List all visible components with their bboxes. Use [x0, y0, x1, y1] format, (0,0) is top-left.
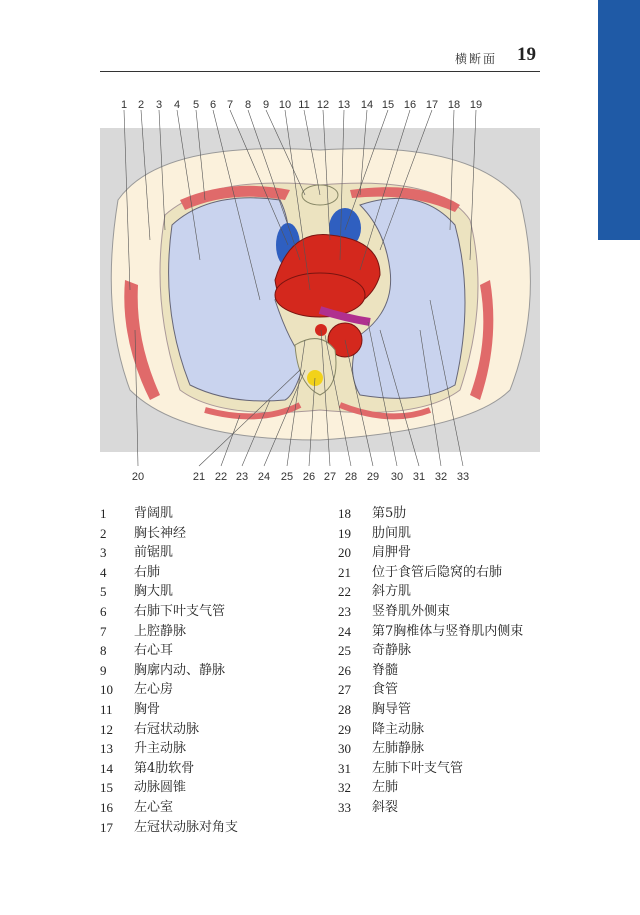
legend-text: 第7胸椎体与竖脊肌内侧束: [372, 623, 524, 639]
legend-text: 奇静脉: [372, 643, 412, 659]
legend-item: [338, 602, 523, 622]
legend-text: 肩胛骨: [372, 545, 412, 561]
legend-column-2: [338, 504, 523, 818]
legend-number: 33: [338, 799, 351, 815]
legend-number: 17: [100, 819, 113, 835]
callout-number: 16: [403, 99, 417, 111]
callout-number: 12: [316, 99, 330, 111]
legend-item: [338, 739, 523, 759]
callout-number: 9: [262, 99, 270, 111]
legend-text: 背阔肌: [134, 506, 174, 521]
legend-item: [338, 504, 523, 524]
legend-item: [100, 524, 238, 544]
legend-number: 22: [338, 584, 351, 600]
legend-number: 8: [100, 643, 107, 659]
callout-number: 31: [412, 471, 426, 483]
legend-item: [338, 759, 523, 779]
legend-number: 12: [100, 721, 113, 737]
callout-number: 1: [120, 99, 128, 111]
legend-text: 上腔静脉: [134, 623, 187, 639]
legend-number: 32: [338, 780, 351, 796]
legend-text: 斜裂: [372, 799, 399, 815]
legend-item: [100, 739, 238, 759]
legend-text: 胸大肌: [134, 584, 174, 600]
legend-number: 4: [100, 564, 107, 580]
legend-text: 升主动脉: [134, 741, 187, 757]
legend-text: 左肺下叶支气管: [372, 760, 464, 776]
legend-item: [100, 563, 238, 583]
callout-number: 29: [366, 471, 380, 483]
legend-item: [100, 622, 238, 642]
legend-item: [338, 680, 523, 700]
legend-number: 3: [100, 545, 107, 561]
legend-text: 前锯肌: [134, 545, 174, 561]
legend-number: 7: [100, 623, 107, 639]
legend-item: [338, 563, 523, 583]
legend-text: 右肺下叶支气管: [134, 603, 226, 619]
legend-text: 左心室: [134, 799, 174, 815]
callout-number: 26: [302, 471, 316, 483]
legend-number: 21: [338, 564, 351, 580]
callout-number: 2: [137, 99, 145, 111]
callout-number: 8: [244, 99, 252, 111]
callout-number: 28: [344, 471, 358, 483]
legend-text: 胸长神经: [134, 525, 187, 541]
legend-text: 左心房: [134, 682, 174, 698]
legend-number: 24: [338, 623, 351, 639]
legend-text: 左冠状动脉对角支: [134, 819, 239, 835]
legend-text: 斜方肌: [372, 584, 412, 600]
legend-number: 14: [100, 760, 113, 776]
callout-number: 24: [257, 471, 271, 483]
legend-number: 19: [338, 525, 351, 541]
legend-text: 左肺: [372, 780, 399, 796]
callout-number: 11: [298, 99, 310, 111]
legend-number: 26: [338, 662, 351, 678]
legend-item: [100, 818, 238, 838]
callout-number: 25: [280, 471, 294, 483]
legend-text: 胸廓内动、静脉: [134, 662, 226, 678]
legend-text: 右冠状动脉: [134, 721, 200, 737]
callout-number: 3: [155, 99, 163, 111]
legend-number: 28: [338, 701, 351, 717]
legend-item: [338, 543, 523, 563]
legend-item: [338, 700, 523, 720]
legend-item: [100, 798, 238, 818]
callout-number: 32: [434, 471, 448, 483]
legend-item: [100, 700, 238, 720]
legend-number: 13: [100, 741, 113, 757]
legend-number: 15: [100, 780, 113, 796]
callout-number: 14: [360, 99, 374, 111]
legend-text: 第4肋软骨: [134, 760, 195, 776]
legend-text: 肋间肌: [372, 525, 412, 541]
legend-text: 动脉圆锥: [134, 780, 187, 796]
legend-item: [338, 720, 523, 740]
legend-item: [338, 524, 523, 544]
legend-item: [100, 504, 238, 524]
legend-text: 食管: [372, 682, 399, 698]
legend-number: 5: [100, 584, 107, 600]
legend-number: 1: [100, 506, 107, 521]
callout-number: 15: [381, 99, 395, 111]
callout-number: 27: [323, 471, 337, 483]
page-number: 19: [517, 44, 536, 65]
legend-number: 20: [338, 545, 351, 561]
legend-column-1: [100, 504, 238, 837]
legend-text: 第5肋: [372, 506, 407, 521]
legend-text: 右心耳: [134, 643, 174, 659]
callout-number: 30: [390, 471, 404, 483]
legend-number: 23: [338, 603, 351, 619]
legend-number: 2: [100, 525, 107, 541]
callout-number: 22: [214, 471, 228, 483]
legend-item: [338, 622, 523, 642]
callout-number: 17: [425, 99, 439, 111]
legend-text: 胸骨: [134, 701, 161, 717]
legend-text: 左肺静脉: [372, 741, 425, 757]
legend-item: [100, 602, 238, 622]
callout-number: 33: [456, 471, 470, 483]
legend-item: [100, 680, 238, 700]
legend-text: 胸导管: [372, 701, 412, 717]
legend-text: 脊髓: [372, 662, 399, 678]
legend-number: 30: [338, 741, 351, 757]
callout-number: 6: [209, 99, 217, 111]
legend-text: 降主动脉: [372, 721, 425, 737]
legend-item: [338, 778, 523, 798]
legend-number: 11: [100, 701, 113, 717]
callout-number: 13: [337, 99, 351, 111]
legend-number: 29: [338, 721, 351, 737]
callout-number: 23: [235, 471, 249, 483]
legend-item: [100, 641, 238, 661]
legend-number: 25: [338, 643, 351, 659]
callout-number: 19: [469, 99, 483, 111]
legend-item: [100, 543, 238, 563]
legend-number: 16: [100, 799, 113, 815]
legend-number: 18: [338, 506, 351, 521]
legend-item: [100, 759, 238, 779]
callout-number: 7: [226, 99, 234, 111]
legend-item: [100, 778, 238, 798]
legend-item: [100, 720, 238, 740]
legend-item: [338, 641, 523, 661]
legend-item: [100, 661, 238, 681]
legend-text: 右肺: [134, 564, 161, 580]
legend-text: 位于食管后隐窝的右肺: [372, 564, 503, 580]
callout-number: 10: [278, 99, 292, 111]
section-title: 横断面: [455, 52, 498, 66]
legend-item: [338, 798, 523, 818]
legend-text: 竖脊肌外侧束: [372, 603, 451, 619]
legend-item: [100, 582, 238, 602]
legend-item: [338, 661, 523, 681]
callout-number: 21: [192, 471, 206, 483]
legend-number: 9: [100, 662, 107, 678]
callout-number: 4: [173, 99, 181, 111]
legend-number: 6: [100, 603, 107, 619]
legend-item: [338, 582, 523, 602]
legend-number: 31: [338, 760, 351, 776]
callout-number: 20: [131, 471, 145, 483]
legend-number: 27: [338, 682, 351, 698]
legend-number: 10: [100, 682, 113, 698]
callout-number: 18: [447, 99, 461, 111]
callout-number: 5: [192, 99, 200, 111]
